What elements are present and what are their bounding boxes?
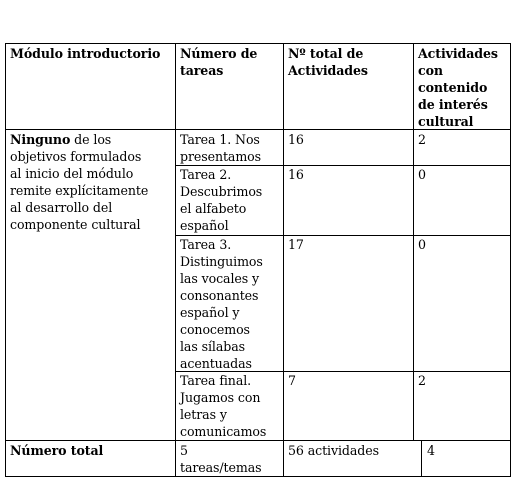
total-row-divider — [5, 440, 511, 441]
column-divider-1 — [175, 43, 176, 477]
header-tasks: Número de tareas — [180, 46, 258, 78]
total-activities: 56 actividades — [288, 443, 379, 458]
header-module: Módulo introductorio — [10, 46, 161, 61]
row-3-cultural: 0 — [418, 237, 426, 252]
row-4-task: Tarea final. Jugamos con letras y comunicamos — [180, 373, 267, 439]
row-2-task: Tarea 2. Descubrimos el alfabeto español — [180, 167, 263, 233]
header-activities: Nº total de Actividades — [288, 46, 368, 78]
module-description: Ninguno de los objetivos formulados al inicio del módulo remite explícitamente al desarrollo del componente cultural — [10, 132, 149, 232]
total-tasks: 5 tareas/temas — [180, 443, 262, 475]
column-divider-3-total — [421, 440, 422, 477]
total-cultural: 4 — [427, 443, 435, 458]
column-divider-3 — [413, 43, 414, 441]
row-2-activities: 16 — [288, 167, 304, 182]
row-1-cultural: 2 — [418, 132, 426, 147]
row-2-cultural: 0 — [418, 167, 426, 182]
row-3-activities: 17 — [288, 237, 304, 252]
row-3-task: Tarea 3. Distinguimos las vocales y consonantes español y conocemos las sílabas acentuadas — [180, 237, 263, 371]
total-label: Número total — [10, 443, 104, 458]
header-cultural: Actividades con contenido de interés cultural — [418, 46, 498, 129]
table-border-right — [510, 43, 511, 477]
row-4-activities: 7 — [288, 373, 296, 388]
row-1-activities: 16 — [288, 132, 304, 147]
module-description-lead: Ninguno — [10, 132, 71, 147]
row-4-cultural: 2 — [418, 373, 426, 388]
table-border-top — [5, 43, 511, 44]
table-border-bottom — [5, 476, 511, 477]
row-1-task: Tarea 1. Nos presentamos — [180, 132, 262, 164]
table-border-left — [5, 43, 6, 477]
column-divider-2 — [283, 43, 284, 477]
